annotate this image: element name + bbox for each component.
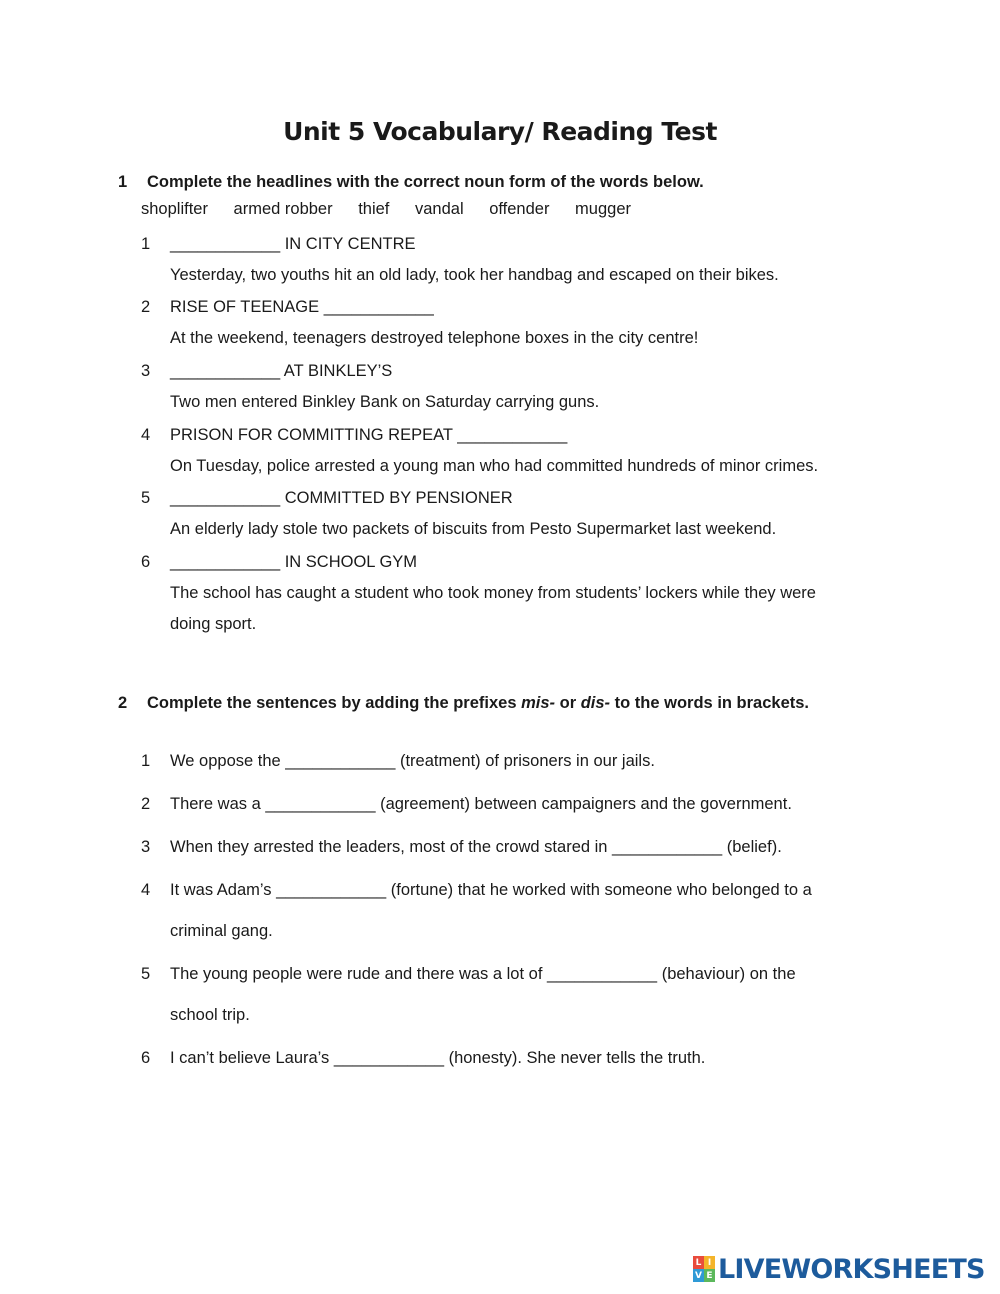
word-bank-item: offender bbox=[489, 200, 550, 218]
description: The school has caught a student who took money from students’ lockers while they were bbox=[170, 584, 816, 602]
description: At the weekend, teenagers destroyed telephone boxes in the city centre! bbox=[170, 329, 699, 347]
sentence: I can’t believe Laura’s ____________ (honesty). She never tells the truth. bbox=[170, 1049, 706, 1067]
word-bank-item: mugger bbox=[575, 200, 631, 218]
description: Yesterday, two youths hit an old lady, took her handbag and escaped on their bikes. bbox=[170, 266, 779, 284]
page-title: Unit 5 Vocabulary/ Reading Test bbox=[283, 117, 717, 146]
word-bank-item: shoplifter bbox=[141, 200, 208, 218]
item-number: 1 bbox=[141, 235, 151, 253]
instruction-text: to the words in brackets. bbox=[610, 694, 810, 712]
instruction-text: or bbox=[555, 694, 581, 712]
headline: RISE OF TEENAGE ____________ bbox=[170, 298, 434, 316]
section2-number: 2 bbox=[118, 694, 128, 712]
headline: PRISON FOR COMMITTING REPEAT ____________ bbox=[170, 426, 568, 444]
headline: ____________ IN SCHOOL GYM bbox=[170, 553, 418, 571]
item-number: 4 bbox=[141, 426, 151, 444]
item-number: 3 bbox=[141, 362, 151, 380]
headline: ____________ IN CITY CENTRE bbox=[170, 235, 416, 253]
sentence: criminal gang. bbox=[170, 922, 273, 940]
liveworksheets-logo-icon bbox=[693, 1256, 715, 1282]
item-number: 1 bbox=[141, 752, 151, 770]
instruction-text: Complete the sentences by adding the prefixes bbox=[147, 694, 522, 712]
description: doing sport. bbox=[170, 615, 257, 633]
description: An elderly lady stole two packets of biscuits from Pesto Supermarket last weekend. bbox=[170, 520, 777, 538]
sentence: It was Adam’s ____________ (fortune) that he worked with someone who belonged to a bbox=[170, 881, 812, 899]
prefix-mis: mis- bbox=[521, 694, 556, 712]
section1-number: 1 bbox=[118, 173, 128, 191]
logo-icon-letter: I bbox=[704, 1256, 715, 1269]
section2-instruction bbox=[147, 694, 809, 713]
prefix-dis: dis- bbox=[580, 694, 611, 712]
sentence: The young people were rude and there was a lot of ____________ (behaviour) on the bbox=[170, 965, 796, 983]
liveworksheets-logo bbox=[693, 1253, 985, 1285]
logo-icon-letter: V bbox=[693, 1269, 704, 1282]
item-number: 3 bbox=[141, 838, 151, 856]
word-bank-item: armed robber bbox=[233, 200, 333, 218]
logo-text: LIVEWORKSHEETS bbox=[718, 1253, 985, 1285]
item-number: 5 bbox=[141, 489, 151, 507]
item-number: 6 bbox=[141, 1049, 151, 1067]
item-number: 2 bbox=[141, 298, 151, 316]
item-number: 5 bbox=[141, 965, 151, 983]
headline: ____________ COMMITTED BY PENSIONER bbox=[170, 489, 513, 507]
logo-icon-letter: E bbox=[704, 1269, 715, 1282]
word-bank-item: vandal bbox=[414, 200, 464, 218]
sentence: There was a ____________ (agreement) between campaigners and the government. bbox=[170, 795, 792, 813]
description: Two men entered Binkley Bank on Saturday carrying guns. bbox=[170, 393, 600, 411]
logo-icon-letter: L bbox=[693, 1256, 704, 1269]
headline: ____________ AT BINKLEY’S bbox=[170, 362, 393, 380]
description: On Tuesday, police arrested a young man who had committed hundreds of minor crimes. bbox=[170, 457, 819, 475]
item-number: 6 bbox=[141, 553, 151, 571]
section1-instruction: Complete the headlines with the correct noun form of the words below. bbox=[147, 173, 704, 191]
sentence: When they arrested the leaders, most of the crowd stared in ____________ (belief). bbox=[170, 838, 782, 856]
item-number: 2 bbox=[141, 795, 151, 813]
word-bank-item: thief bbox=[358, 200, 390, 218]
sentence: We oppose the ____________ (treatment) of prisoners in our jails. bbox=[170, 752, 655, 770]
sentence: school trip. bbox=[170, 1006, 250, 1024]
word-bank bbox=[141, 200, 652, 219]
item-number: 4 bbox=[141, 881, 151, 899]
